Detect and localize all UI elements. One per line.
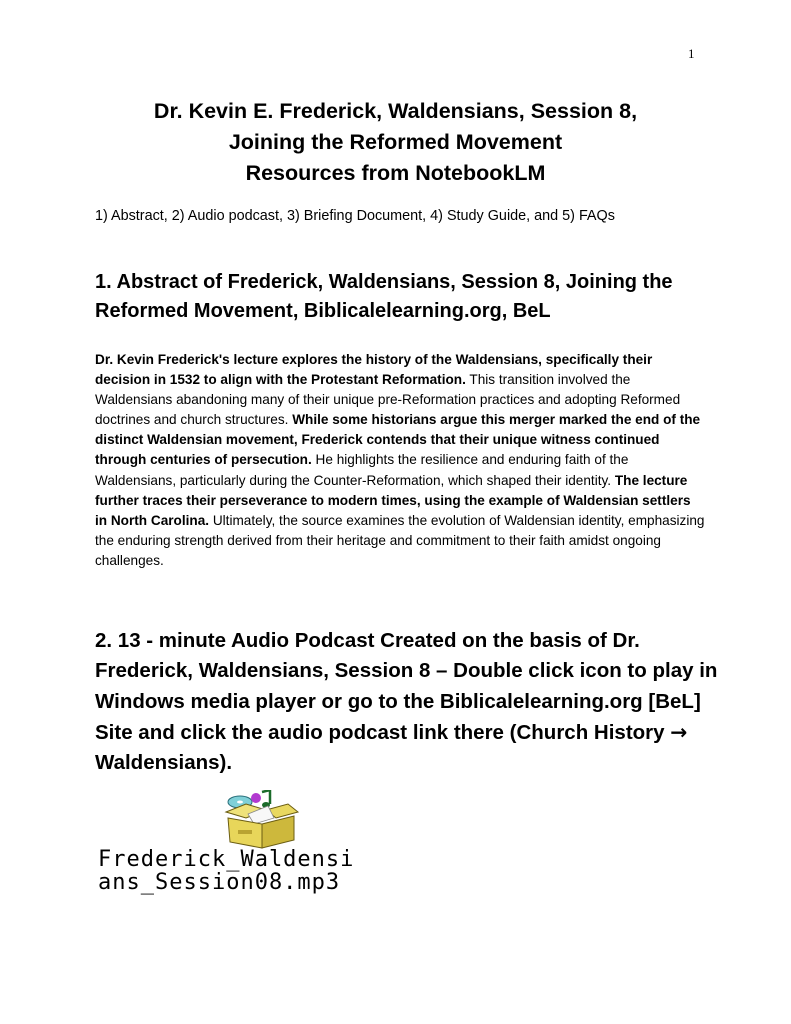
file-name-line-1: Frederick_Waldensi: [98, 847, 355, 872]
page-number: 1: [688, 46, 695, 61]
abstract-segment: Dr. Kevin Frederick's lecture explores the history of the Waldensians, specifically their decision in 1532 to align with the Protestant Reformation.: [95, 352, 653, 388]
abstract-segment: He highlights the resilience and enduring faith of the Waldensians, particularly during the Counter-Reformation, which shaped their identity.: [95, 452, 629, 488]
abstract-body: [95, 350, 705, 571]
podcast-heading-end: Waldensians).: [95, 751, 233, 775]
attachment-file-name[interactable]: [98, 848, 458, 894]
abstract-segment: While some historians argue this merger marked the end of the distinct Waldensian movement, Frederick contends that their unique witness continued through centuries of persecution.: [95, 412, 701, 468]
abstract-heading: 1. Abstract of Frederick, Waldensians, Session 8, Joining the Reformed Movement, Biblicalelearning.org, BeL: [95, 271, 673, 322]
abstract-segment: Ultimately, the source examines the evolution of Waldensian identity, emphasizing the enduring strength derived from their heritage and commitment to their faith amidst ongoing challenges.: [95, 512, 705, 568]
title-line-2: Joining the Reformed Movement: [228, 130, 563, 154]
podcast-heading-text: 2. 13 - minute Audio Podcast Created on the basis of Dr. Frederick, Waldensians, Session 8 – Double click icon to play in Windows media player or go to the Biblicalelearning.org [BeL] Site and click the audio podcast link there (Church History: [95, 629, 718, 744]
arrow-right-icon: →: [670, 719, 688, 744]
title-line-1: Dr. Kevin E. Frederick, Waldensians, Session 8,: [153, 99, 638, 123]
document-title: [60, 96, 731, 189]
abstract-segment: This transition involved the Waldensians abandoning many of their unique pre-Reformation practices and adopting Reformed doctrines and church structures.: [95, 372, 681, 428]
title-line-3: Resources from NotebookLM: [245, 161, 546, 185]
file-name-line-2: ans_Session08.mp3: [98, 870, 341, 895]
podcast-heading: [95, 626, 735, 778]
package-audio-icon[interactable]: [218, 790, 304, 850]
resources-list: 1) Abstract, 2) Audio podcast, 3) Briefing Document, 4) Study Guide, and 5) FAQs: [95, 208, 615, 224]
abstract-segment: The lecture further traces their perseverance to modern times, using the example of Waldensian settlers in North Carolina.: [95, 472, 691, 528]
audio-attachment[interactable]: [98, 790, 458, 900]
